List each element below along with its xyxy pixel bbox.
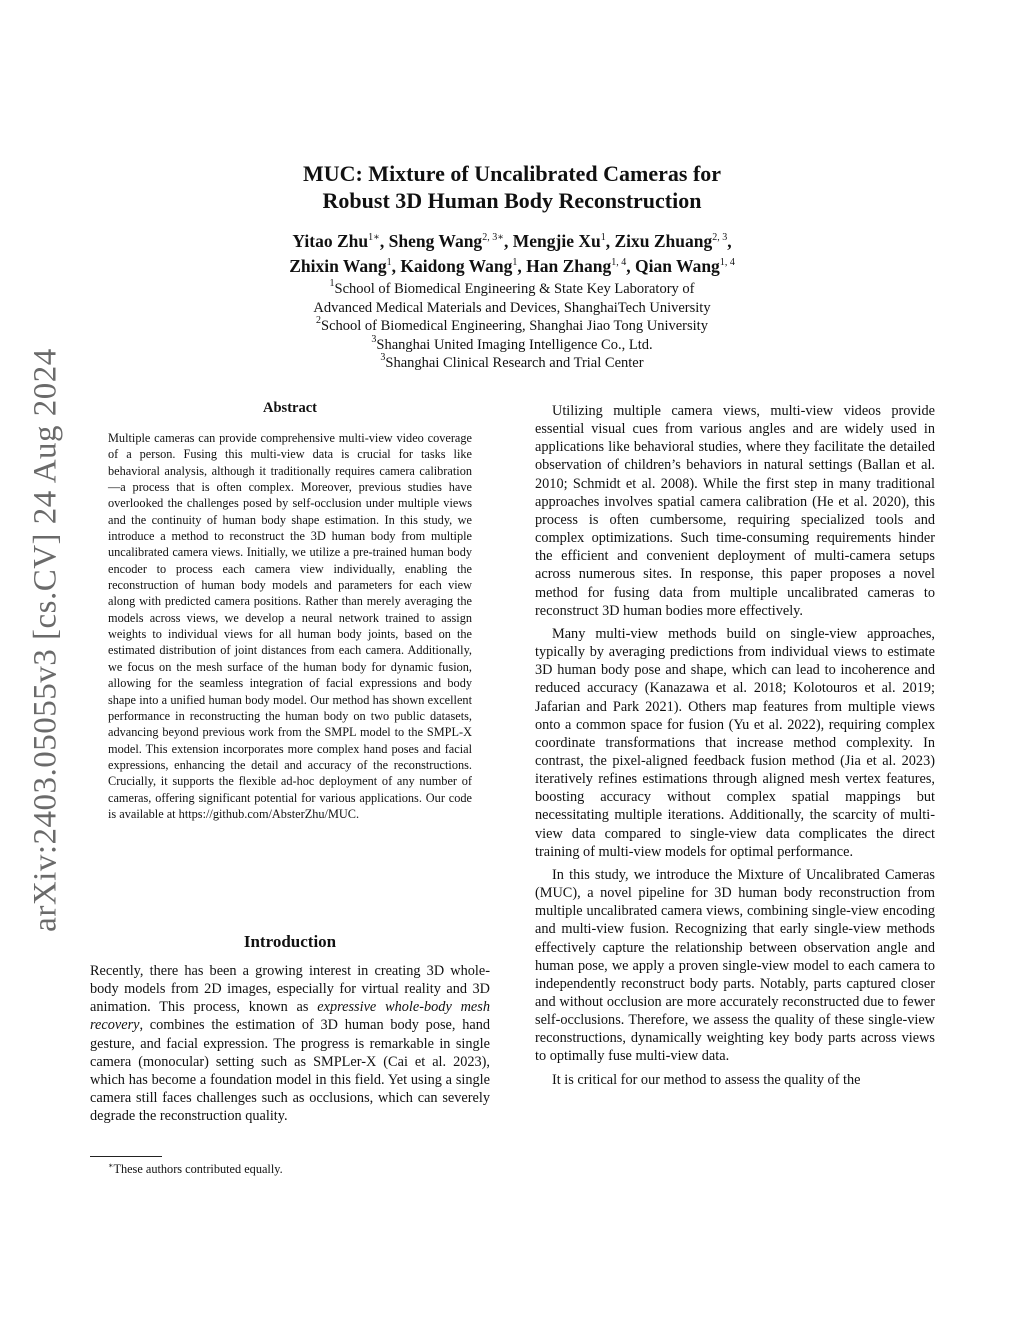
author-name: Qian Wang (635, 256, 720, 276)
right-paragraph-2: Many multi-view methods build on single-view approaches, typically by averaging predictions from individual views to estimate 3D human body pose and shape, which can lead to incoherence and reduced accuracy (Kanazawa et al. 2018; Kolotouros et al. 2019; Jafarian and Park 2021). Others map features from multiple views onto a common space for fusion (Yu et al. 2022), requiring complex coordinate transformations that increase method complexity. In contrast, the pixel-aligned feedback fusion method (Jia et al. 2023) iteratively refines estimations through aligned mesh vertex features, boosting accuracy without complex spatial mappings but necessitating multiple iterations. Additionally, the scarcity of multi-view data compared to single-view data complicates the direct training of multi-view models for optimal performance. (535, 625, 935, 860)
author-affiliation-mark: 1 (512, 257, 518, 268)
affiliation-3 (0, 333, 1024, 355)
affiliation-text: School of Biomedical Engineering & State Key Laboratory of (334, 281, 695, 297)
author-name: Zixu Zhuang (614, 231, 713, 251)
footnote-mark: ∗ (108, 1161, 114, 1170)
arxiv-identifier: arXiv:2403.05055v3 [cs.CV] 24 Aug 2024 (27, 348, 64, 932)
author-name: Yitao Zhu (292, 231, 369, 251)
affiliation-mark: 1 (329, 278, 335, 289)
affiliation-text: Shanghai United Imaging Intelligence Co., Ltd. (376, 336, 653, 353)
paper-title (0, 160, 1024, 214)
footnote-text: These authors contributed equally. (113, 1162, 283, 1176)
author-list (0, 229, 1024, 279)
affiliations (0, 280, 1024, 373)
affiliation-mark: 3 (380, 352, 386, 363)
author-line-1: Yitao Zhu$^{1∗}$, Sheng Wang$^{2, 3∗}$, Mengjie Xu$^1$, Zixu Zhuang$^{2, 3}$, (292, 231, 732, 251)
author-affiliation-mark: 1 (386, 257, 392, 268)
introduction-paragraph (90, 962, 490, 1125)
intro-text: Recently, there has been a growing interest in creating 3D whole-body models from 2D images, especially for virtual reality and 3D animation. This process, known as (90, 963, 490, 1016)
footnote (108, 1162, 283, 1177)
abstract-text: Multiple cameras can provide comprehensive multi-view video coverage of a person. Fusing this multi-view data is crucial for tasks like behavioral analysis, although it traditionally requires camera calibration—a process that is often complex. Moreover, previous studies have overlooked the challenges posed by self-occlusion under multiple views and the continuity of human body shape estimation. In this study, we introduce a method to reconstruct the 3D human body from multiple uncalibrated camera views. Initially, we utilize a pre-trained human body encoder to process each camera view individually, enabling the reconstruction of human body models and parameters for each view along with predicted camera positions. Rather than merely averaging the models across views, we develop a neural network trained to assign weights to individual views for all human body joints, based on the estimated distribution of joint distances from each camera. Additionally, we focus on the mesh surface of the human body for dynamic fusion, allowing for the seamless integration of facial expressions and body shape into a unified human body model. Our method has shown excellent performance in reconstructing the human body on two public datasets, advancing beyond previous work from the SMPL model to the SMPL-X model. This extension incorporates more complex hand poses and facial expressions, enhancing the detail and accuracy of the reconstructions. Crucially, it supports the flexible ad-hoc deployment of any number of cameras, offering significant potential for various applications. Our code is available at https://github.com/AbsterZhu/MUC. (108, 431, 472, 821)
introduction-heading: Introduction (243, 932, 337, 951)
right-paragraph-3: In this study, we introduce the Mixture of Uncalibrated Cameras (MUC), a novel pipeline for 3D human body reconstruction from multiple uncalibrated camera views, combining single-view encoding and multi-view fusion. Recognizing that early single-view methods effectively capture the relationship between observation angle and human pose, we apply a proven single-view model to each camera to independently reconstruct body parts. Notably, parts captured closer and without occlusion are more accurately reconstructed due to fewer self-occlusions. Therefore, we assess the quality of these single-view reconstructions, dynamically weighting key body parts across views to optimally fuse multi-view data. (535, 866, 935, 1065)
title-line-1: MUC: Mixture of Uncalibrated Cameras for (302, 161, 722, 186)
abstract-heading: Abstract (263, 400, 317, 416)
affiliation-1 (0, 280, 1024, 299)
affiliation-text: School of Biomedical Engineering, Shanghai Jiao Tong University (321, 318, 708, 334)
footnote-rule (90, 1156, 162, 1157)
affiliation-2 (0, 317, 1024, 336)
right-paragraph-4: It is critical for our method to assess the quality of the (552, 1071, 861, 1088)
author-affiliation-mark: 2, 3∗ (482, 232, 504, 243)
author-affiliation-mark: 1, 4 (611, 257, 627, 268)
author-affiliation-mark: 1∗ (368, 232, 380, 243)
right-paragraph-1: Utilizing multiple camera views, multi-view videos provide essential visual cues from various angles and are widely used in applications like behavioral studies, where they facilitate the detailed observation of children’s behaviors in natural settings (Ballan et al. 2010; Schmidt et al. 2008). While the first step in many traditional approaches involves spatial camera calibration (He et al. 2020), this process is often cumbersome, requiring specialized tools and complex optimizations. Such time-consuming requirements hinder the efficient and convenient deployment of multi-camera setups across numerous sites. In response, this paper proposes a novel method for fusing data from multiple uncalibrated cameras to reconstruct 3D human bodies more effectively. (535, 403, 935, 619)
intro-text: , combines the estimation of 3D human body pose, hand gesture, and facial expression. The progress is remarkable in single camera (monocular) setting such as SMPLer-X (Cai et al. 2023), which has become a foundation model in this field. Yet using a single camera still faces challenges such as occlusions, which can severely degrade the reconstruction quality. (90, 1017, 490, 1125)
author-name: Han Zhang (526, 256, 612, 276)
affiliation-mark: 3 (371, 333, 377, 345)
author-line-2: Zhixin Wang$^1$, Kaidong Wang$^1$, Han Zhang$^{1, 4}$, Qian Wang$^{1, 4}$ (289, 256, 735, 276)
author-name: Sheng Wang (388, 231, 483, 251)
author-affiliation-mark: 1, 4 (719, 257, 735, 268)
affiliation-mark: 2 (316, 315, 322, 326)
author-name: Zhixin Wang (289, 256, 387, 276)
title-line-2: Robust 3D Human Body Reconstruction (322, 188, 702, 213)
author-affiliation-mark: 2, 3 (712, 232, 728, 243)
author-name: Mengjie Xu (512, 231, 601, 251)
right-column (535, 402, 935, 1094)
author-name: Kaidong Wang (400, 256, 513, 276)
affiliation-text: Shanghai Clinical Research and Trial Center (385, 355, 644, 371)
affiliation-1-cont: Advanced Medical Materials and Devices, ShanghaiTech University (313, 299, 711, 316)
author-affiliation-mark: 1 (600, 232, 606, 243)
intro-emphasis: expressive whole-body mesh recovery (90, 999, 490, 1034)
affiliation-4 (0, 354, 1024, 373)
